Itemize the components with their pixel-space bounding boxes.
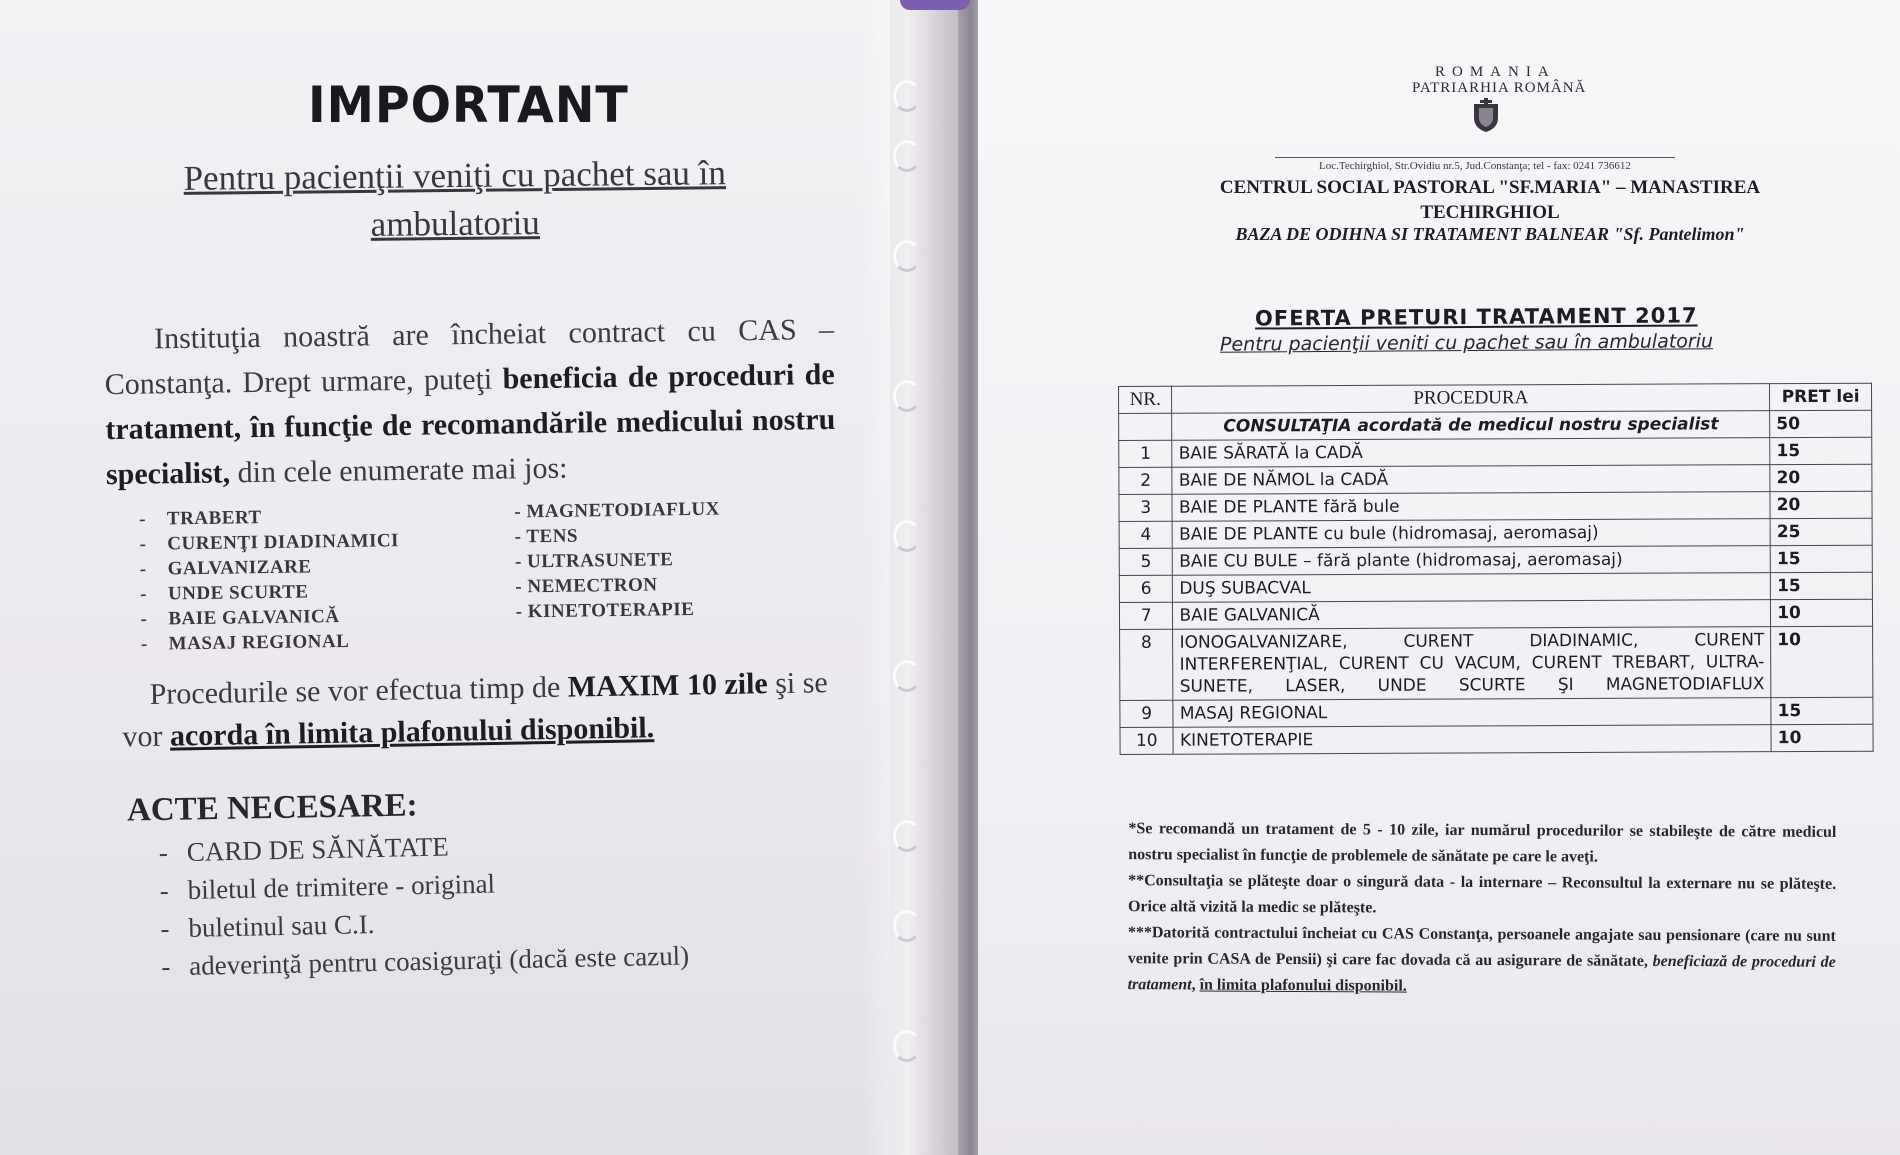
footnote-1: *Se recomandă un tratament de 5 - 10 zile, iar numărul procedurilor se stabileşte de către medicul nostru specialist în funcţie de problemele de sănătate pe care le aveţi. bbox=[1128, 820, 1837, 866]
procedure-item: - ULTRASUNETE bbox=[514, 549, 674, 573]
duration-paragraph: Procedurile se vor efectua timp de MAXIM 10 zile şi se vor acorda în limita plafonului disponibil. bbox=[122, 666, 828, 754]
punch-hole bbox=[893, 910, 921, 942]
price-offer-subtitle: Pentru pacienţii veniti cu pachet sau în ambulatoriu bbox=[1219, 330, 1714, 356]
intro-bold-text: beneficia de proceduri de tratament, în funcţie de recomandările medicului nostru specialist, bbox=[105, 357, 836, 492]
header-nr: NR. bbox=[1119, 386, 1173, 413]
left-notice-page bbox=[0, 0, 890, 1155]
punch-hole bbox=[893, 660, 921, 692]
left-subtitle: Pentru pacienţii veniţi cu pachet sau în ambulatoriu bbox=[183, 153, 727, 244]
table-header-row bbox=[1119, 383, 1872, 413]
header-price: PRET lei bbox=[1770, 383, 1872, 410]
header-procedure: PROCEDURA bbox=[1172, 384, 1770, 414]
procedure-item: - MAGNETODIAFLUX bbox=[514, 498, 721, 523]
table-row: 1 BAIE SĂRATĂ la CADĂ 15 bbox=[1119, 437, 1872, 467]
max-days: MAXIM 10 zile bbox=[567, 667, 768, 704]
header-country: ROMANIA bbox=[1435, 64, 1556, 80]
required-documents-title: ACTE NECESARE: bbox=[126, 787, 418, 829]
header-organization: CENTRUL SOCIAL PASTORAL "SF.MARIA" – MANASTIREA TECHIRGHIOL bbox=[1219, 177, 1761, 223]
header-facility: BAZA DE ODIHNA SI TRATAMENT BALNEAR "Sf. Pantelimon" bbox=[1235, 224, 1745, 244]
intro-text-1: Instituţia noastră are încheiat contract cu CAS – Constanţa. Drept urmare, puteţi bbox=[104, 312, 835, 402]
procedure-item: - MASAJ REGIONAL bbox=[140, 630, 350, 655]
table-row: 2 BAIE DE NĂMOL la CADĂ 20 bbox=[1119, 464, 1872, 494]
procedure-item: - CURENŢI DIADINAMICI bbox=[139, 530, 400, 555]
table-row: 5 BAIE CU BULE – fără plante (hidromasaj, aeromasaj) 15 bbox=[1119, 545, 1872, 575]
punch-hole bbox=[893, 240, 921, 272]
procedure-item: - BAIE GALVANICĂ bbox=[140, 606, 340, 630]
document-item: - buletinul sau C.I. bbox=[160, 909, 375, 944]
table-row: 7 BAIE GALVANICĂ 10 bbox=[1119, 599, 1872, 629]
procedure-item: - GALVANIZARE bbox=[139, 556, 312, 580]
consultation-label: CONSULTAŢIA acordată de medicul nostru specialist bbox=[1172, 411, 1770, 441]
price-offer-title: OFERTA PRETURI TRATAMENT 2017 bbox=[1254, 303, 1698, 331]
footnote-3: ***Datorită contractului încheiat cu CAS Constanţa, persoanele angajate sau pensionare (care nu sunt venite prin CASA de Pensii) şi care fac dovada că au asigurare de sănătate, beneficiază de proceduri de tratament, în limita plafonului disponibil. bbox=[1127, 924, 1836, 995]
punch-hole bbox=[893, 380, 921, 412]
required-documents-list bbox=[158, 822, 689, 985]
table-row: 6 DUŞ SUBACVAL 15 bbox=[1119, 572, 1872, 602]
table-row: 10 KINETOTERAPIE 10 bbox=[1120, 724, 1873, 754]
consultation-price: 50 bbox=[1770, 410, 1872, 437]
footnotes bbox=[1128, 816, 1837, 1002]
procedure-item: - TENS bbox=[514, 525, 579, 548]
document-item: - CARD DE SĂNĂTATE bbox=[158, 831, 449, 868]
header-patriarchate: PATRIARHIA ROMÂNĂ bbox=[1412, 80, 1587, 96]
document-item: - biletul de trimitere - original bbox=[159, 868, 496, 906]
table-row: 3 BAIE DE PLANTE fără bule 20 bbox=[1119, 491, 1872, 521]
intro-text-2: din cele enumerate mai jos: bbox=[229, 451, 568, 490]
table-row: 9 MASAJ REGIONAL 15 bbox=[1120, 697, 1873, 727]
punch-hole bbox=[893, 520, 921, 552]
procedures-column-2 bbox=[514, 497, 721, 625]
document-item: - adeverinţă pentru coasiguraţi (dacă este cazul) bbox=[160, 940, 690, 982]
punch-hole bbox=[893, 80, 921, 112]
price-table bbox=[1118, 383, 1874, 755]
important-heading: IMPORTANT bbox=[308, 76, 629, 134]
punch-hole bbox=[893, 140, 921, 172]
crest-icon bbox=[1470, 98, 1502, 134]
consultation-row bbox=[1119, 410, 1872, 440]
table-row: 8 IONOGALVANIZARE, CURENT DIADINAMIC, CURENT INTERFERENŢIAL, CURENT CU VACUM, CURENT TREBART, ULTRA-SUNETE, LASER, UNDE SCURTE ŞI MAGNETODIAFLUX 10 bbox=[1120, 626, 1873, 700]
procedures-column-1 bbox=[139, 503, 401, 657]
procedure-item: - TRABERT bbox=[138, 507, 262, 530]
procedure-item: - UNDE SCURTE bbox=[140, 581, 309, 605]
procedure-item: - NEMECTRON bbox=[515, 574, 658, 598]
footnote-2: **Consultaţia se plăteşte doar o singură data - la internare – Reconsultul la externare nu se plăteşte. Orice altă vizită la medic se plăteşte. bbox=[1127, 872, 1837, 917]
intro-paragraph bbox=[104, 307, 836, 497]
punch-hole bbox=[893, 820, 921, 852]
limit-underlined: acorda în limita plafonului disponibil. bbox=[169, 711, 655, 753]
table-row: 4 BAIE DE PLANTE cu bule (hidromasaj, aeromasaj) 25 bbox=[1119, 518, 1872, 548]
punch-hole bbox=[893, 1030, 921, 1062]
header-address: Loc.Techirghiol, Str.Ovidiu nr.5, Jud.Constanţa; tel - fax: 0241 736612 bbox=[1275, 157, 1675, 172]
binder-clip bbox=[900, 0, 970, 10]
procedure-item: - KINETOTERAPIE bbox=[515, 598, 695, 623]
